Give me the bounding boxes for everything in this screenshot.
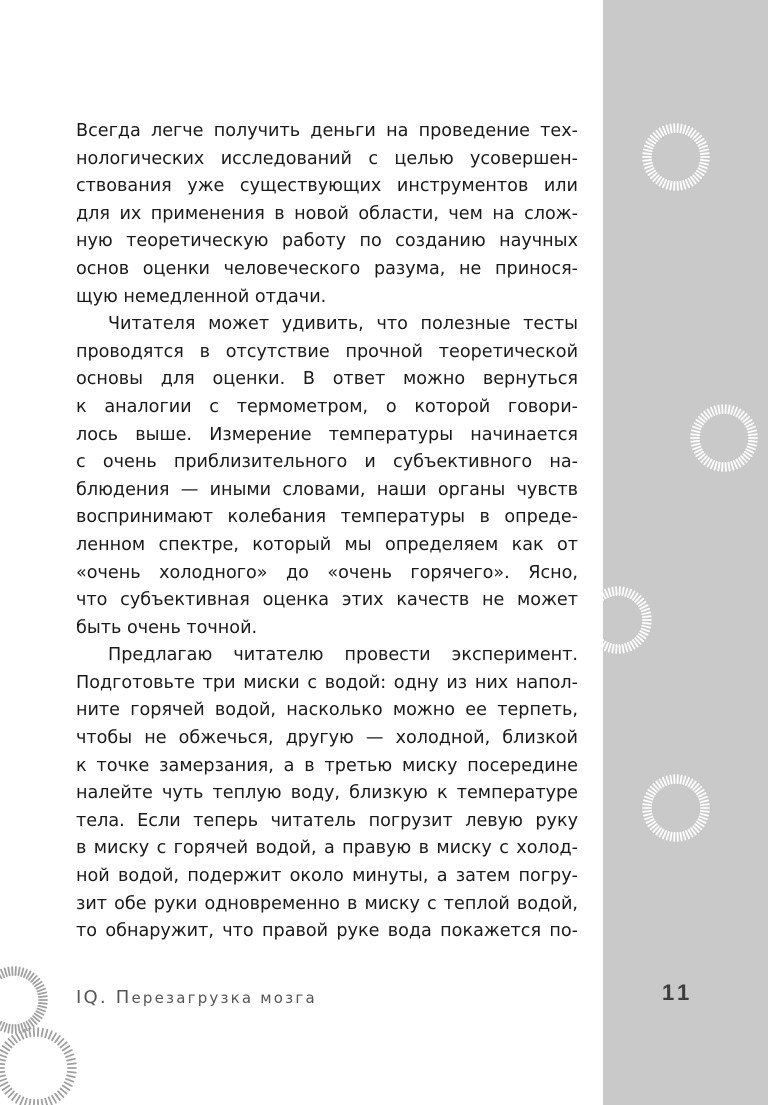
running-footer-title	[76, 987, 317, 1008]
text-line: что субъективная оценка этих качеств не может	[76, 590, 578, 611]
text-line: основ оценки человеческого разума, не принося-	[76, 258, 578, 279]
gray-sidebar	[603, 0, 768, 1105]
text-line: то обнаружит, что правой руке вода покажется по-	[76, 921, 578, 942]
text-line: нологических исследований с целью усовершен-	[76, 148, 578, 169]
ring-decoration-5	[0, 967, 47, 1033]
text-line: ните горячей водой, насколько можно ее терпеть,	[76, 700, 578, 721]
text-line: к точке замерзания, а в третью миску посередине	[76, 755, 578, 776]
body-text	[76, 118, 578, 946]
text-line: ствования уже существующих инструментов или	[76, 176, 578, 197]
text-line: с очень приблизительного и субъективного на-	[76, 452, 578, 473]
footer-title-initial: IQ. П	[76, 987, 132, 1008]
text-line: зит обе руки одновременно в миску с теплой водой,	[76, 893, 578, 914]
footer-title-rest: ерезагрузка мозга	[131, 989, 317, 1007]
text-line: Всегда легче получить деньги на проведение тех-	[76, 121, 578, 141]
text-line: блюдения — иными словами, наши органы чувств	[76, 479, 578, 500]
text-line: воспринимают колебания температуры в опреде-	[76, 507, 578, 528]
text-line: тела. Если теперь читатель погрузит левую руку	[76, 810, 578, 831]
text-line: в миску с горячей водой, а правую в миску с холод-	[76, 838, 578, 859]
text-line: лось выше. Измерение температуры начинается	[76, 424, 578, 445]
text-line: быть очень точной.	[76, 617, 258, 638]
page-number: 11	[662, 980, 694, 1005]
text-line: Предлагаю читателю провести эксперимент.	[108, 645, 578, 666]
text-line: «очень холодного» до «очень горячего». Ясно,	[76, 562, 578, 583]
text-line: щую немедленной отдачи.	[76, 286, 327, 307]
ring-decoration-6	[0, 1028, 76, 1105]
text-line: ную теоретическую работу по созданию научных	[76, 231, 578, 252]
text-line: ленном спектре, который мы определяем как от	[76, 534, 578, 555]
text-line: Подготовьте три миски с водой: одну из них напол-	[76, 672, 578, 693]
text-line: для их применения в новой области, чем на слож-	[76, 203, 578, 224]
text-line: проводятся в отсутствие прочной теоретической	[76, 341, 578, 362]
text-line: ной водой, подержит около минуты, а затем погру-	[76, 866, 578, 887]
text-line: налейте чуть теплую воду, близкую к температуре	[76, 783, 578, 804]
text-line: к аналогии с термометром, о которой говори-	[76, 396, 578, 417]
text-line: чтобы не обжечься, другую — холодной, близкой	[76, 728, 578, 749]
text-line: Читателя может удивить, что полезные тесты	[108, 314, 578, 335]
text-line: основы для оценки. В ответ можно вернуться	[76, 369, 578, 390]
